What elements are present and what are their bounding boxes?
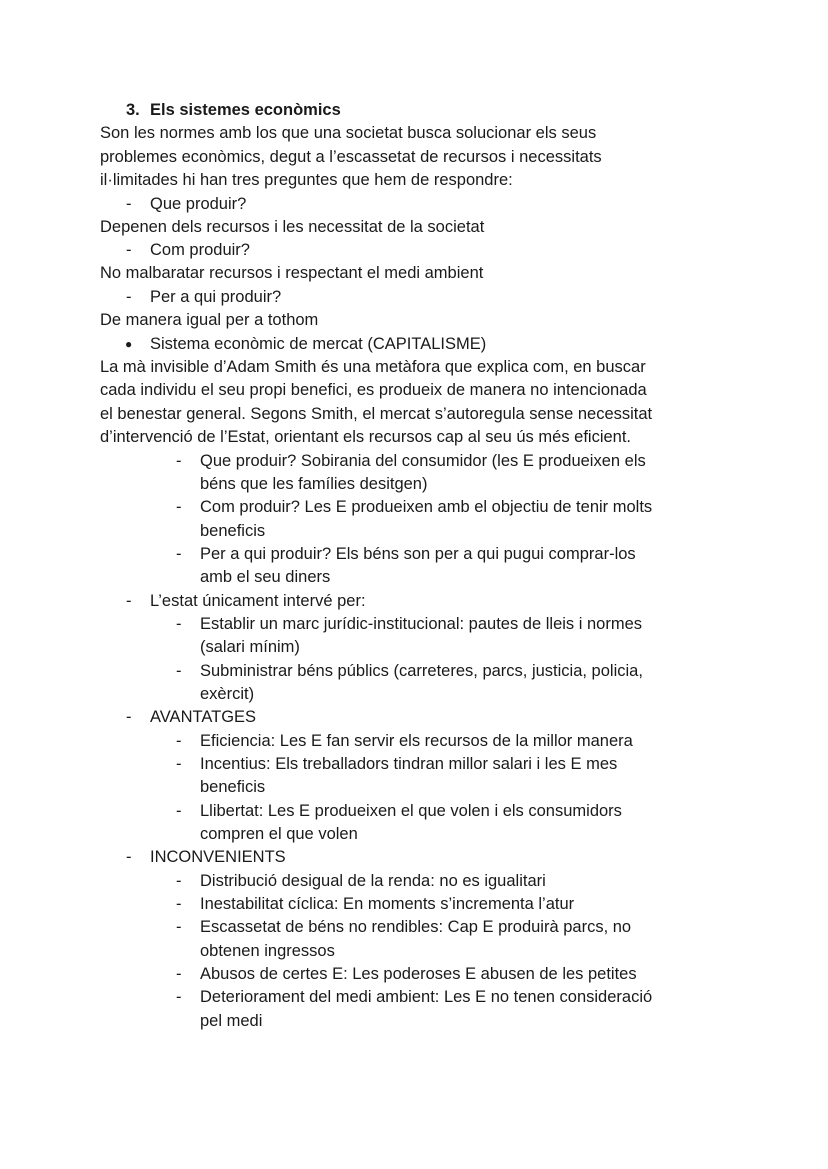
- question-answer: De manera igual per a tothom: [100, 311, 319, 329]
- market-bullet: Sistema econòmic de mercat (CAPITALISME): [150, 335, 487, 353]
- disadvantage-item-line: Distribució desigual de la renda: no es igualitari: [200, 872, 546, 890]
- advantage-item-line: Llibertat: Les E produeixen el que volen i els consumidors: [200, 802, 622, 820]
- advantage-item-line: beneficis: [200, 778, 266, 796]
- market-answer-line: béns que les famílies desitgen): [200, 475, 428, 493]
- market-answer-line: Com produir? Les E produeixen amb el objectiu de tenir molts: [200, 498, 653, 516]
- market-answer-line: amb el seu diners: [200, 568, 331, 586]
- dash-marker: -: [126, 848, 132, 866]
- heading-number: 3.: [126, 101, 140, 119]
- market-paragraph-line: La mà invisible d’Adam Smith és una metàfora que explica com, en buscar: [100, 358, 646, 376]
- dash-marker: -: [176, 872, 182, 890]
- heading-title: Els sistemes econòmics: [150, 101, 341, 119]
- dash-marker: -: [176, 732, 182, 750]
- intro-line: Son les normes amb los que una societat busca solucionar els seus: [100, 124, 597, 142]
- disadvantage-item-line: Inestabilitat cíclica: En moments s’incrementa l’atur: [200, 895, 575, 913]
- question-item: Per a qui produir?: [150, 288, 282, 306]
- dash-marker: -: [176, 895, 182, 913]
- market-paragraph-line: cada individu el seu propi benefici, es produeix de manera no intencionada: [100, 381, 647, 399]
- disadvantage-item-line: Escassetat de béns no rendibles: Cap E produirà parcs, no: [200, 918, 632, 936]
- disadvantage-item-line: obtenen ingressos: [200, 942, 335, 960]
- state-item-line: Subministrar béns públics (carreteres, parcs, justicia, policia,: [200, 662, 643, 680]
- dash-marker: -: [176, 452, 182, 470]
- market-paragraph-line: el benestar general. Segons Smith, el mercat s’autoregula sense necessitat: [100, 405, 653, 423]
- intro-line: il·limitades hi han tres preguntes que hem de respondre:: [100, 171, 513, 189]
- market-answer-line: beneficis: [200, 522, 266, 540]
- market-answer-line: Per a qui produir? Els béns son per a qui pugui comprar-los: [200, 545, 636, 563]
- dash-marker: -: [126, 288, 132, 306]
- state-item-line: (salari mínim): [200, 638, 300, 656]
- question-answer: Depenen dels recursos i les necessitat de la societat: [100, 218, 485, 236]
- dash-marker: -: [126, 708, 132, 726]
- question-item: Com produir?: [150, 241, 250, 259]
- market-paragraph-line: d’intervenció de l’Estat, orientant els recursos cap al seu ús més eficient.: [100, 428, 632, 446]
- advantage-item-line: compren el que volen: [200, 825, 358, 843]
- dash-marker: -: [176, 965, 182, 983]
- disadvantage-item-line: Abusos de certes E: Les poderoses E abusen de les petites: [200, 965, 637, 983]
- advantage-item-line: Incentius: Els treballadors tindran millor salari i les E mes: [200, 755, 618, 773]
- disadvantage-item-line: pel medi: [200, 1012, 263, 1030]
- dash-marker: -: [176, 615, 182, 633]
- dash-marker: -: [126, 592, 132, 610]
- disadvantages-label: INCONVENIENTS: [150, 848, 286, 866]
- market-answer-line: Que produir? Sobirania del consumidor (les E produeixen els: [200, 452, 646, 470]
- state-item-line: exèrcit): [200, 685, 255, 703]
- dash-marker: -: [176, 988, 182, 1006]
- dash-marker: -: [176, 918, 182, 936]
- dash-marker: -: [176, 755, 182, 773]
- dash-marker: -: [126, 195, 132, 213]
- advantages-label: AVANTATGES: [150, 708, 257, 726]
- question-answer: No malbaratar recursos i respectant el medi ambient: [100, 264, 484, 282]
- dash-marker: -: [176, 498, 182, 516]
- dash-marker: -: [176, 662, 182, 680]
- advantage-item-line: Eficiencia: Les E fan servir els recursos de la millor manera: [200, 732, 633, 750]
- state-label: L’estat únicament intervé per:: [150, 592, 366, 610]
- question-item: Que produir?: [150, 195, 247, 213]
- disadvantage-item-line: Deteriorament del medi ambient: Les E no tenen consideració: [200, 988, 653, 1006]
- dash-marker: -: [176, 545, 182, 563]
- state-item-line: Establir un marc jurídic-institucional: pautes de lleis i normes: [200, 615, 643, 633]
- dash-marker: -: [176, 802, 182, 820]
- intro-line: problemes econòmics, degut a l’escassetat de recursos i necessitats: [100, 148, 602, 166]
- bullet-marker: ●: [125, 337, 133, 351]
- dash-marker: -: [126, 241, 132, 259]
